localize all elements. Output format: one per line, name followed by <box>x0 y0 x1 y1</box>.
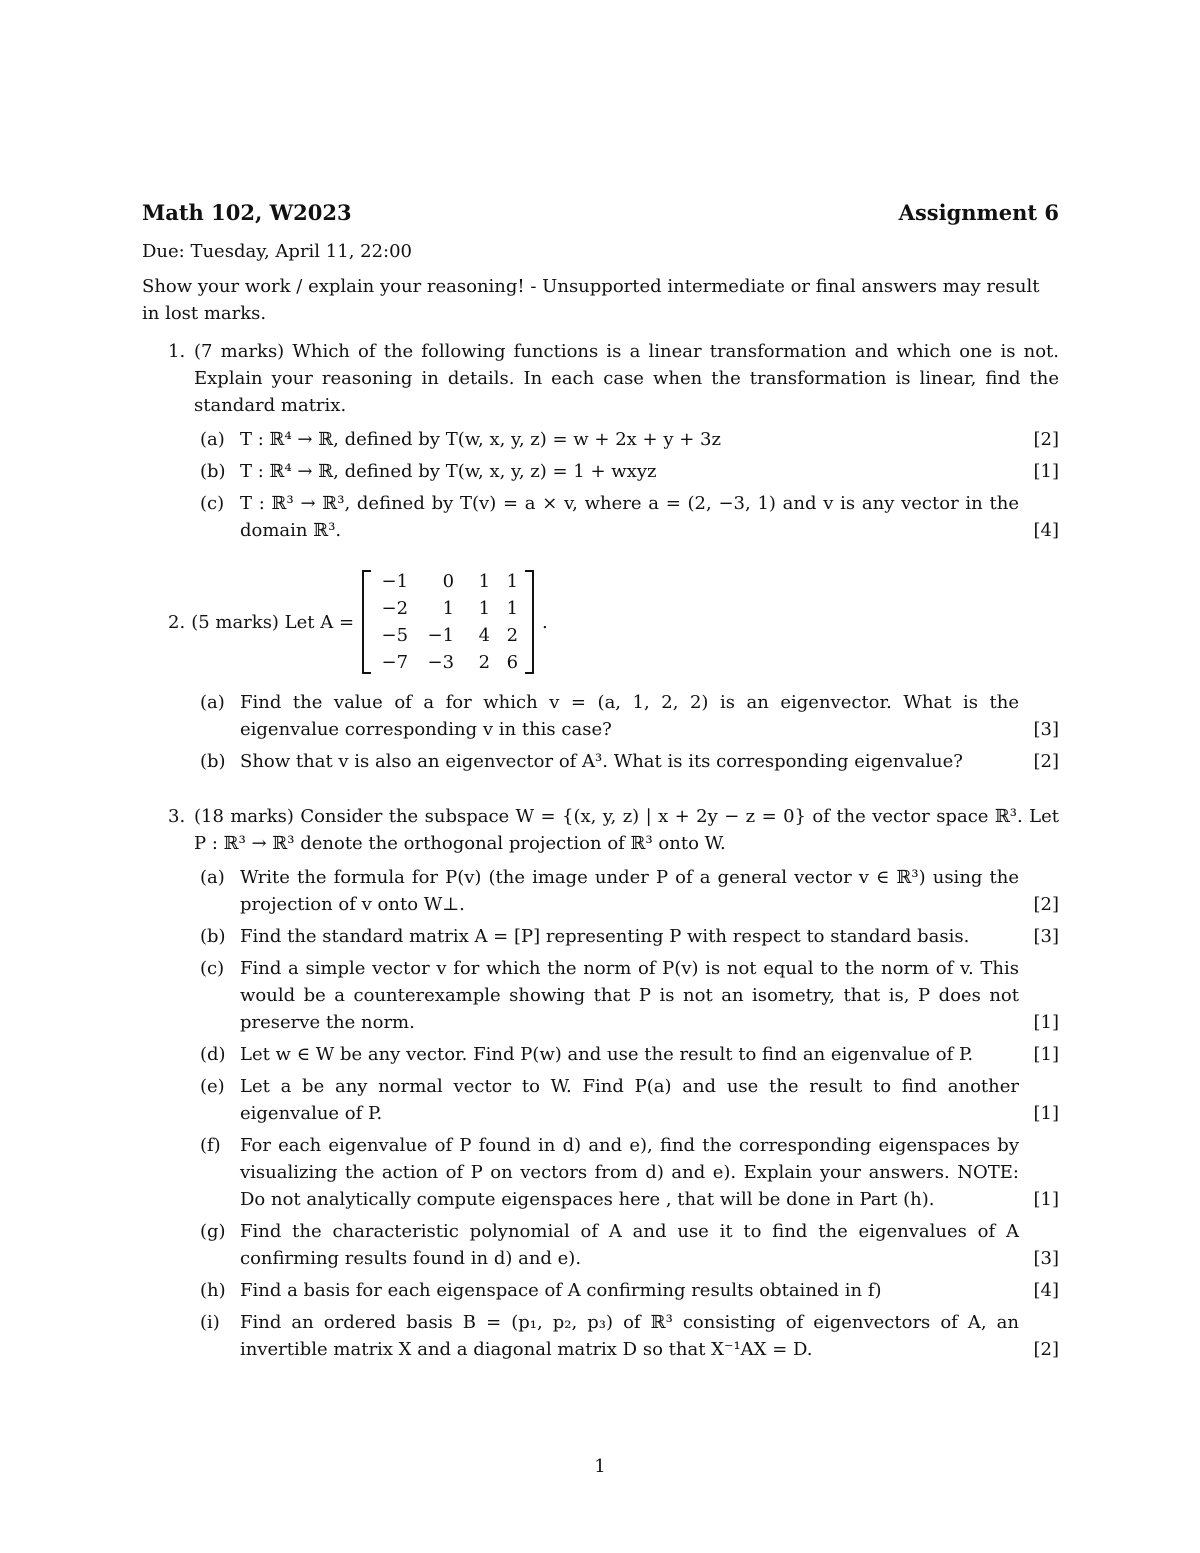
part-text: Find the characteristic polynomial of A and use it to find the eigenvalues of A confirming results found in d) and e). <box>240 1221 1019 1269</box>
matrix-cell: 1 <box>442 598 455 619</box>
question-number: 1. <box>168 341 186 362</box>
matrix-period: . <box>542 611 548 633</box>
matrix-cell: 4 <box>478 625 491 646</box>
part-label: (g) <box>200 1221 226 1242</box>
question-parts <box>194 426 1059 544</box>
part-text: T : ℝ³ → ℝ³, defined by T(v) = a × v, where a = (2, −3, 1) and v is any vector in the domain ℝ³. <box>240 493 1019 541</box>
part-label: (a) <box>200 867 225 888</box>
part-marks: [3] <box>1033 1248 1059 1269</box>
part-label: (b) <box>200 751 226 772</box>
part-marks: [3] <box>1033 926 1059 947</box>
part-label: (h) <box>200 1280 226 1301</box>
part-marks: [1] <box>1033 1189 1059 1210</box>
question-part <box>194 1309 1059 1363</box>
question-part <box>194 1041 1059 1068</box>
due-date: Due: Tuesday, April 11, 22:00 <box>142 241 413 262</box>
part-marks: [1] <box>1033 1103 1059 1124</box>
part-marks: [1] <box>1033 461 1059 482</box>
question-part <box>194 748 1059 775</box>
matrix-cell: 6 <box>506 652 519 673</box>
part-marks: [2] <box>1033 1339 1059 1360</box>
part-label: (a) <box>200 429 225 450</box>
part-marks: [2] <box>1033 751 1059 772</box>
matrix-cell: 0 <box>442 571 455 592</box>
part-label: (f) <box>200 1135 221 1156</box>
question-text: (7 marks) Which of the following functions is a linear transformation and which one is not. Explain your reasoning in details. In each case when the transformation is linear, find the standard matrix. <box>194 341 1059 416</box>
matrix-cell: 1 <box>506 598 519 619</box>
question-part <box>194 1132 1059 1213</box>
question-number: 2. <box>168 611 186 633</box>
question-1 <box>142 338 1059 544</box>
part-marks: [3] <box>1033 719 1059 740</box>
matrix-cell: −3 <box>427 652 455 673</box>
part-label: (b) <box>200 926 226 947</box>
part-text: Find an ordered basis B = (p₁, p₂, p₃) of ℝ³ consisting of eigenvectors of A, an invertible matrix X and a diagonal matrix D so that X⁻¹AX = D. <box>240 1312 1019 1360</box>
question-part <box>194 864 1059 918</box>
matrix-cell: 2 <box>478 652 491 673</box>
matrix-definition <box>168 562 1059 682</box>
matrix-cell: −1 <box>427 625 455 646</box>
part-text: For each eigenvalue of P found in d) and e), find the corresponding eigenspaces by visualizing the action of P on vectors from d) and e). Explain your answers. NOTE: Do not analytically compute eigenspaces here , that will be done in Part (h). <box>240 1135 1019 1210</box>
part-marks: [1] <box>1033 1044 1059 1065</box>
question-parts <box>168 689 1059 775</box>
part-text: Find the standard matrix A = [P] representing P with respect to standard basis. <box>240 926 970 947</box>
question-part <box>194 1277 1059 1304</box>
part-text: Find a basis for each eigenspace of A confirming results obtained in f) <box>240 1280 882 1301</box>
part-marks: [1] <box>1033 1012 1059 1033</box>
question-part <box>194 426 1059 453</box>
part-label: (b) <box>200 461 226 482</box>
matrix-cell: 2 <box>506 625 519 646</box>
part-text: Show that v is also an eigenvector of A³. What is its corresponding eigenvalue? <box>240 751 963 772</box>
part-label: (i) <box>200 1312 220 1333</box>
part-label: (d) <box>200 1044 226 1065</box>
question-number: 3. <box>168 806 186 827</box>
matrix-cell: −7 <box>381 652 409 673</box>
question-2 <box>142 562 1059 775</box>
question-parts <box>194 864 1059 1363</box>
question-part <box>194 689 1059 743</box>
question-text: (18 marks) Consider the subspace W = {(x, y, z) | x + 2y − z = 0} of the vector space ℝ³. Let P : ℝ³ → ℝ³ denote the orthogonal projection of ℝ³ onto W. <box>194 806 1059 854</box>
part-label: (a) <box>200 692 225 713</box>
matrix-cell: 1 <box>478 598 491 619</box>
part-text: T : ℝ⁴ → ℝ, defined by T(w, x, y, z) = w + 2x + y + 3z <box>240 429 721 450</box>
question-part <box>194 923 1059 950</box>
part-text: Write the formula for P(v) (the image under P of a general vector v ∈ ℝ³) using the projection of v onto W⊥. <box>240 867 1019 915</box>
part-marks: [2] <box>1033 429 1059 450</box>
part-text: T : ℝ⁴ → ℝ, defined by T(w, x, y, z) = 1 + wxyz <box>240 461 657 482</box>
matrix-cell: −1 <box>381 571 409 592</box>
question-part <box>194 1218 1059 1272</box>
matrix-cell: 1 <box>478 571 491 592</box>
part-marks: [4] <box>1033 520 1059 541</box>
part-text: Let a be any normal vector to W. Find P(a) and use the result to find another eigenvalue of P. <box>240 1076 1019 1124</box>
matrix-cell: 1 <box>506 571 519 592</box>
part-marks: [4] <box>1033 1280 1059 1301</box>
part-label: (c) <box>200 958 225 979</box>
part-text: Find a simple vector v for which the norm of P(v) is not equal to the norm of v. This would be a counterexample showing that P is not an isometry, that is, P does not preserve the norm. <box>240 958 1019 1033</box>
part-label: (c) <box>200 493 225 514</box>
course-title: Math 102, W2023 <box>142 199 352 225</box>
assignment-title: Assignment 6 <box>898 199 1059 225</box>
question-text: (5 marks) Let A = <box>191 611 355 633</box>
matrix-cell: −5 <box>381 625 409 646</box>
header <box>142 196 1059 228</box>
page-number: 1 <box>594 1456 606 1477</box>
instructions: Show your work / explain your reasoning! - Unsupported intermediate or final answers may result in lost marks. <box>142 276 1040 324</box>
matrix-cell: −2 <box>381 598 409 619</box>
part-marks: [2] <box>1033 894 1059 915</box>
question-part <box>194 1073 1059 1127</box>
document-page <box>142 196 1059 1368</box>
part-text: Let w ∈ W be any vector. Find P(w) and use the result to find an eigenvalue of P. <box>240 1044 974 1065</box>
question-part <box>194 955 1059 1036</box>
part-label: (e) <box>200 1076 225 1097</box>
part-text: Find the value of a for which v = (a, 1, 2, 2) is an eigenvector. What is the eigenvalue corresponding v in this case? <box>240 692 1019 740</box>
matrix-a <box>362 568 534 676</box>
question-part <box>194 458 1059 485</box>
question-3 <box>142 803 1059 1363</box>
question-part <box>194 490 1059 544</box>
